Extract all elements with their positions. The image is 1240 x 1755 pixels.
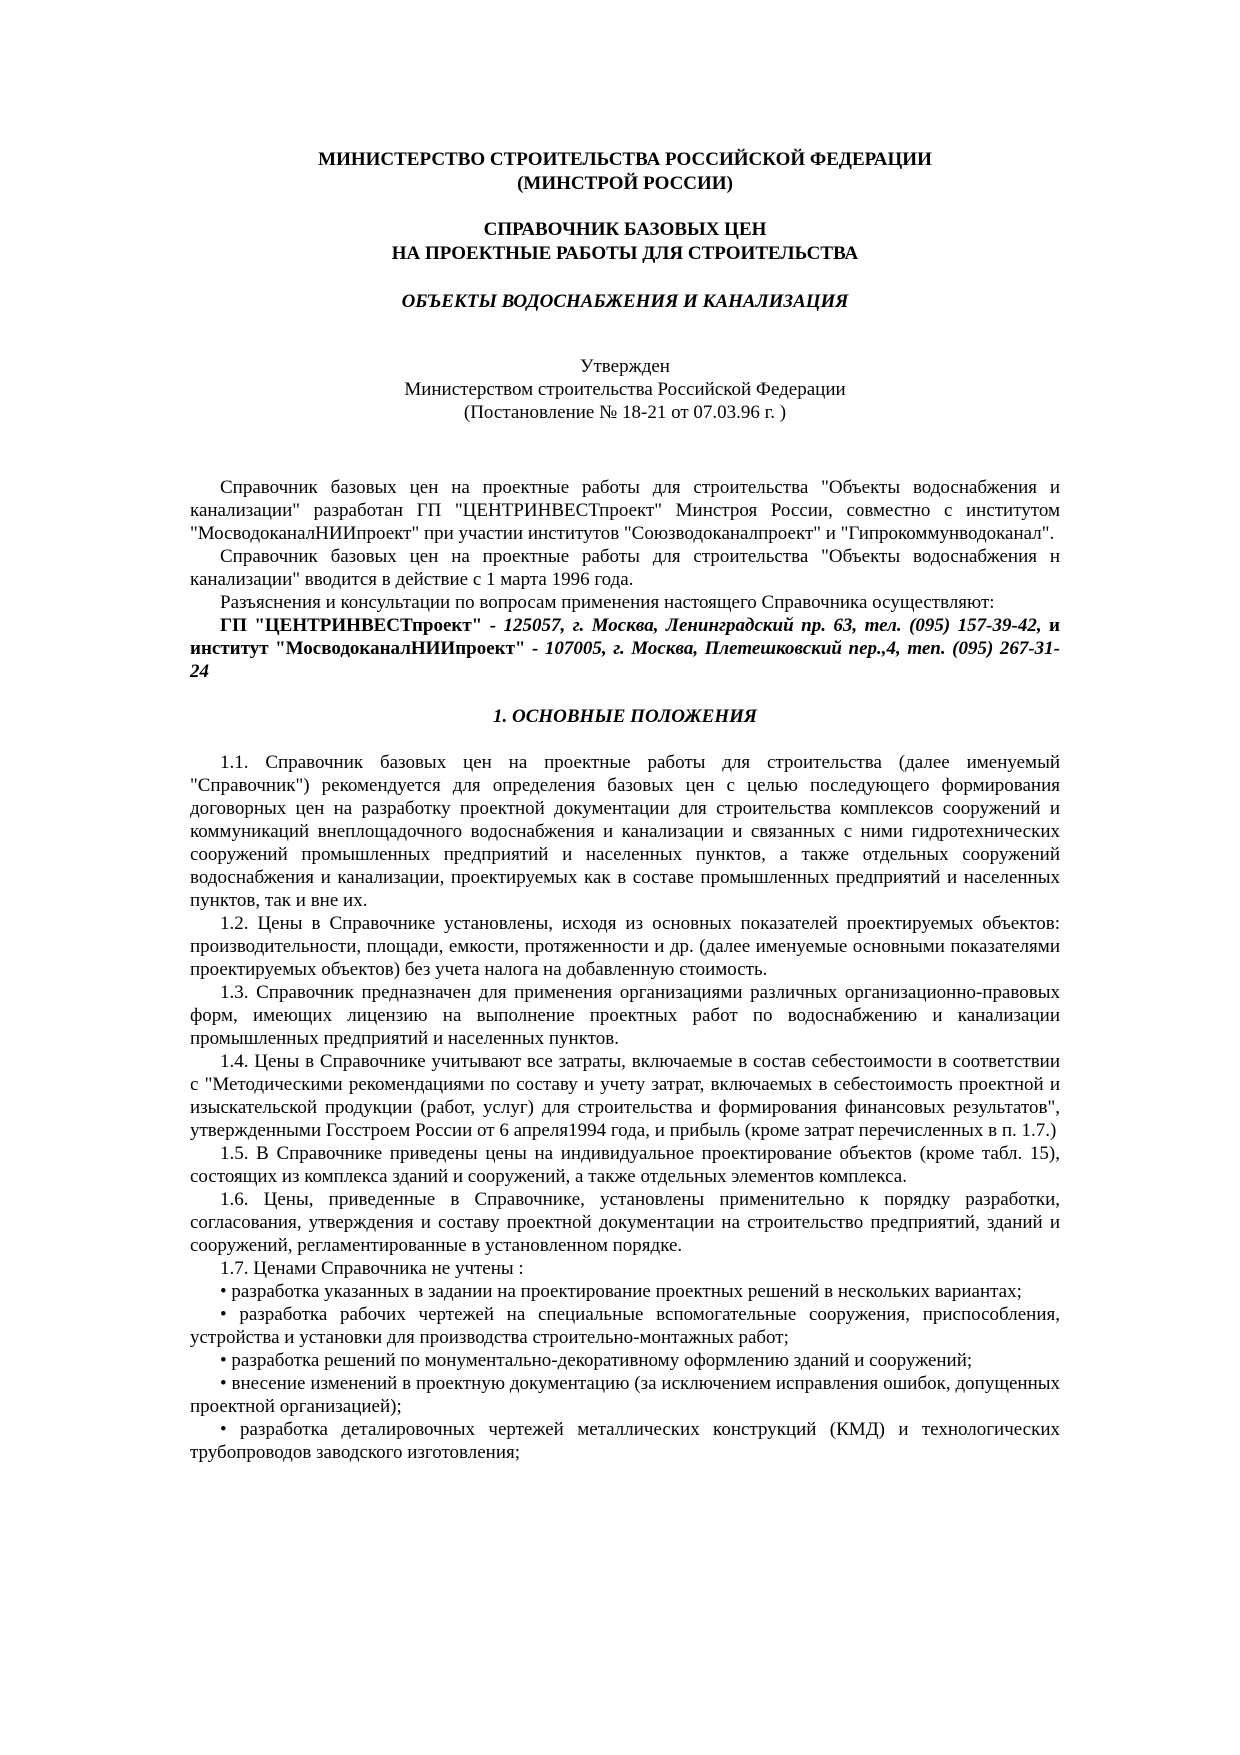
- contact-address-1: 125057, г. Москва, Ленинградский пр. 63, тел. (095) 157-39-42,: [503, 615, 1042, 636]
- bullet-item: • разработка решений по монументально-декоративному оформлению зданий и сооружений;: [220, 1350, 973, 1371]
- intro-paragraph-3: Разъяснения и консультации по вопросам применения настоящего Справочника осуществляют:: [220, 592, 995, 613]
- intro-paragraph-1: Справочник базовых цен на проектные работы для строительства "Объекты водоснабжения и канализации" разработан ГП "ЦЕНТРИНВЕСТпроект" Минстроя России, совместно с институтом "МосводоканалНИИпроект" при участии институтов "Союзводоканалпроект" и "Гипрокоммунводоканал".: [190, 477, 1060, 544]
- contact-org-1: ГП "ЦЕНТРИНВЕСТпроект": [220, 615, 483, 636]
- document-title: [190, 218, 1060, 266]
- contact-org-2: и институт "МосводоканалНИИпроект": [190, 615, 1060, 659]
- contact-separator-1: -: [482, 615, 504, 636]
- bullet-item: • разработка деталировочных чертежей металлических конструкций (КМД) и технологических трубопроводов заводского изготовления;: [190, 1419, 1060, 1463]
- section-heading: 1. ОСНОВНЫЕ ПОЛОЖЕНИЯ: [492, 706, 757, 727]
- bullet-item: • разработка рабочих чертежей на специальные вспомогательные сооружения, приспособления, устройства и установки для производства строительно-монтажных работ;: [190, 1304, 1060, 1348]
- approval-line1: Утвержден: [580, 356, 670, 377]
- approval-line2: Министерством строительства Российской Федерации: [404, 379, 846, 400]
- document-subtitle: ОБЪЕКТЫ ВОДОСНАБЖЕНИЯ И КАНАЛИЗАЦИЯ: [401, 291, 849, 312]
- approval-line3: (Постановление № 18-21 от 07.03.96 г. ): [463, 402, 787, 423]
- section-paragraph: 1.6. Цены, приведенные в Справочнике, установлены применительно к порядку разработки, согласования, утверждения и составу проектной документации на строительство предприятий, зданий и сооружений, регламентированные в установленном порядке.: [190, 1189, 1060, 1256]
- section-paragraph: 1.3. Справочник предназначен для применения организациями различных организационно-правовых форм, имеющих лицензию на выполнение проектных работ по водоснабжению и канализации промышленных предприятий и населенных пунктов.: [190, 982, 1060, 1049]
- contacts-paragraph: [190, 614, 1060, 683]
- document-title-line1: СПРАВОЧНИК БАЗОВЫХ ЦЕН: [483, 219, 767, 240]
- contact-address-2: 107005, г. Москва, Плетешковский пер.,4, теп. (095) 267-31-24: [190, 638, 1060, 682]
- section-paragraph: 1.2. Цены в Справочнике установлены, исходя из основных показателей проектируемых объектов: производительности, площади, емкости, протяженности и др. (далее именуемые основными показателями проектируемых объектов) без учета налога на добавленную стоимость.: [190, 913, 1060, 980]
- intro-paragraph-2: Справочник базовых цен на проектные работы для строительства "Объекты водоснабжения н канализации" вводится в действие с 1 марта 1996 года.: [190, 546, 1060, 590]
- section-paragraph: 1.1. Справочник базовых цен на проектные работы для строительства (далее именуемый "Справочник") рекомендуется для определения базовых цен с целью последующего формирования договорных цен на разработку проектной документации для строительства комплексов сооружений и коммуникаций внеплощадочного водоснабжения и канализации и связанных с ними гидротехнических сооружений промышленных предприятий и населенных пунктов, а также отдельных сооружений водоснабжения и канализации, проектируемых как в составе промышленных предприятий и населенных пунктов, так и вне их.: [190, 752, 1060, 911]
- section-paragraph: 1.7. Ценами Справочника не учтены :: [220, 1258, 524, 1279]
- ministry-heading: [190, 148, 1060, 196]
- section-paragraph: 1.4. Цены в Справочнике учитывают все затраты, включаемые в состав себестоимости в соответствии с "Методическими рекомендациями по составу и учету затрат, включаемых в себестоимость проектной и изыскательской продукции (работ, услуг) для строительства и формирования финансовых результатов", утвержденными Госстроем России от 6 апреля1994 года, и прибыль (кроме затрат перечисленных в п. 1.7.): [190, 1051, 1060, 1141]
- bullet-item: • внесение изменений в проектную документацию (за исключением исправления ошибок, допущенных проектной организацией);: [190, 1373, 1060, 1417]
- ministry-abbreviation: (МИНСТРОЙ РОССИИ): [517, 173, 733, 194]
- ministry-name: МИНИСТЕРСТВО СТРОИТЕЛЬСТВА РОССИЙСКОЙ ФЕДЕРАЦИИ: [318, 149, 932, 170]
- approval-block: [190, 355, 1060, 424]
- document-title-line2: НА ПРОЕКТНЫЕ РАБОТЫ ДЛЯ СТРОИТЕЛЬСТВА: [391, 243, 859, 264]
- bullet-item: • разработка указанных в задании на проектирование проектных решений в нескольких вариантах;: [220, 1281, 1022, 1302]
- document-page: [190, 148, 1060, 1464]
- section-paragraph: 1.5. В Справочнике приведены цены на индивидуальное проектирование объектов (кроме табл. 15), состоящих из комплекса зданий и сооружений, а также отдельных элементов комплекса.: [190, 1143, 1060, 1187]
- contact-separator-2: -: [525, 638, 545, 659]
